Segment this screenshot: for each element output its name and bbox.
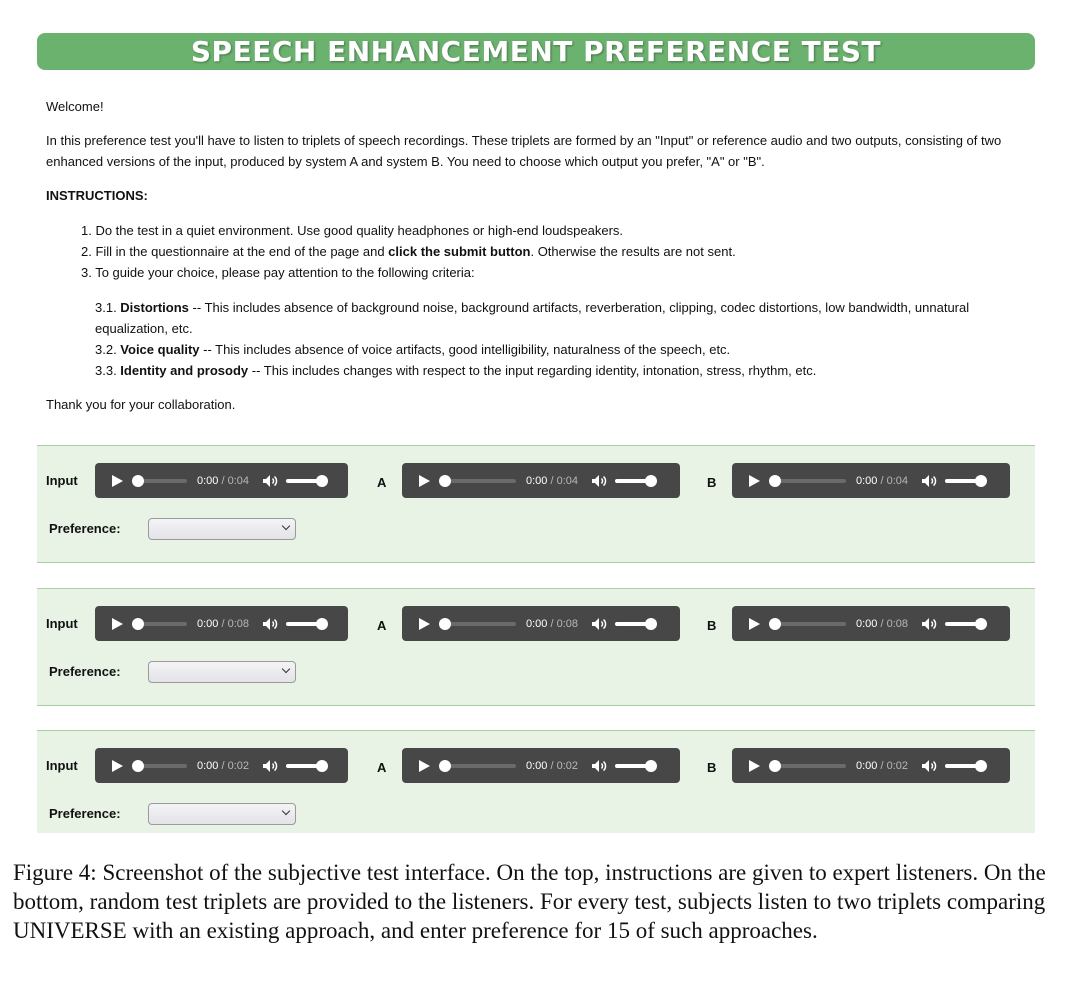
duration: 0:08 (227, 617, 250, 630)
volume-icon[interactable] (921, 616, 937, 632)
input-label: Input (46, 758, 78, 773)
time-display: 0:00 / 0:08 (197, 617, 250, 630)
page-header (37, 33, 1035, 70)
seek-slider[interactable] (137, 764, 187, 768)
instruction-emphasis: click the submit button (388, 244, 531, 259)
system-b-label: B (707, 618, 717, 633)
seek-handle[interactable] (769, 760, 781, 772)
volume-handle[interactable] (975, 618, 987, 630)
input-audio-player[interactable] (95, 606, 348, 641)
volume-slider[interactable] (945, 764, 981, 768)
preference-select[interactable] (148, 803, 296, 825)
seek-slider[interactable] (444, 622, 516, 626)
system-b-audio-player[interactable] (732, 463, 1010, 498)
duration: 0:04 (886, 474, 909, 487)
volume-handle[interactable] (316, 618, 328, 630)
volume-icon[interactable] (262, 616, 278, 632)
criterion-description: -- This includes absence of background noise, background artifacts, reverberation, clipping, codec distortions, low bandwidth, unnatural equalization, etc. (95, 300, 970, 336)
triplet-panel (37, 730, 1035, 833)
play-icon[interactable] (419, 760, 430, 772)
instructions-list (46, 220, 1006, 283)
preference-select[interactable] (148, 661, 296, 683)
time-display: 0:00 / 0:08 (526, 617, 579, 630)
play-icon[interactable] (112, 760, 123, 772)
welcome-text: Welcome! (46, 99, 104, 114)
seek-slider[interactable] (774, 764, 846, 768)
current-time: 0:00 (856, 617, 878, 630)
system-b-label: B (707, 760, 717, 775)
seek-handle[interactable] (132, 475, 144, 487)
volume-icon[interactable] (262, 473, 278, 489)
criterion-number: 3.2. (95, 342, 121, 357)
play-icon[interactable] (749, 618, 760, 630)
volume-handle[interactable] (645, 475, 657, 487)
seek-slider[interactable] (774, 622, 846, 626)
input-audio-player[interactable] (95, 748, 348, 783)
input-label: Input (46, 473, 78, 488)
criterion-number: 3.3. (95, 363, 121, 378)
time-display: 0:00 / 0:04 (197, 474, 250, 487)
instruction-step (81, 241, 1006, 262)
preference-select[interactable] (148, 518, 296, 540)
play-icon[interactable] (112, 475, 123, 487)
criterion-description: -- This includes absence of voice artifacts, good intelligibility, naturalness of the speech, etc. (199, 342, 731, 357)
current-time: 0:00 (197, 474, 219, 487)
triplet-panel (37, 588, 1035, 706)
current-time: 0:00 (526, 474, 548, 487)
system-a-label: A (377, 618, 387, 633)
criterion-name: Identity and prosody (120, 363, 249, 378)
preference-label: Preference: (49, 664, 121, 679)
system-b-audio-player[interactable] (732, 748, 1010, 783)
play-icon[interactable] (749, 475, 760, 487)
volume-slider[interactable] (615, 622, 651, 626)
play-icon[interactable] (112, 618, 123, 630)
duration: 0:08 (886, 617, 909, 630)
criteria-list (95, 297, 1006, 381)
seek-slider[interactable] (137, 622, 187, 626)
time-display: 0:00 / 0:04 (526, 474, 579, 487)
volume-slider[interactable] (945, 622, 981, 626)
seek-slider[interactable] (444, 764, 516, 768)
volume-handle[interactable] (316, 760, 328, 772)
current-time: 0:00 (856, 759, 878, 772)
triplet-panel (37, 445, 1035, 563)
volume-slider[interactable] (286, 479, 322, 483)
chevron-down-icon (282, 807, 290, 815)
duration: 0:02 (886, 759, 909, 772)
time-display: 0:00 / 0:02 (856, 759, 909, 772)
system-a-audio-player[interactable] (402, 748, 680, 783)
volume-slider[interactable] (615, 479, 651, 483)
duration: 0:02 (556, 759, 579, 772)
system-b-audio-player[interactable] (732, 606, 1010, 641)
criterion-item (95, 339, 1006, 360)
system-b-label: B (707, 475, 717, 490)
seek-handle[interactable] (769, 475, 781, 487)
volume-icon[interactable] (921, 473, 937, 489)
system-a-audio-player[interactable] (402, 463, 680, 498)
current-time: 0:00 (197, 617, 219, 630)
instructions-section (46, 96, 1006, 415)
criterion-name: Voice quality (120, 342, 200, 357)
seek-handle[interactable] (132, 618, 144, 630)
instruction-step: 3. To guide your choice, please pay attention to the following criteria: (81, 265, 475, 280)
volume-icon[interactable] (591, 616, 607, 632)
system-a-audio-player[interactable] (402, 606, 680, 641)
seek-handle[interactable] (439, 760, 451, 772)
seek-handle[interactable] (439, 475, 451, 487)
duration: 0:04 (227, 474, 250, 487)
current-time: 0:00 (526, 759, 548, 772)
current-time: 0:00 (856, 474, 878, 487)
instruction-text: 2. Fill in the questionnaire at the end of the page and (81, 244, 389, 259)
preference-label: Preference: (49, 806, 121, 821)
time-display: 0:00 / 0:08 (856, 617, 909, 630)
instructions-title: INSTRUCTIONS: (46, 188, 148, 203)
play-icon[interactable] (419, 475, 430, 487)
system-a-label: A (377, 760, 387, 775)
volume-icon[interactable] (262, 758, 278, 774)
duration: 0:08 (556, 617, 579, 630)
volume-handle[interactable] (645, 618, 657, 630)
seek-handle[interactable] (769, 618, 781, 630)
figure-caption: Figure 4: Screenshot of the subjective test interface. On the top, instructions are given to expert listeners. On the bottom, random test triplets are provided to the listeners. For every test, subjects listen to two triplets comparing UNIVERSE with an existing approach, and enter preference for 15 of such approaches. (13, 860, 1046, 943)
volume-handle[interactable] (975, 760, 987, 772)
time-display: 0:00 / 0:02 (526, 759, 579, 772)
seek-slider[interactable] (137, 479, 187, 483)
volume-handle[interactable] (316, 475, 328, 487)
criterion-item (95, 360, 1006, 381)
current-time: 0:00 (526, 617, 548, 630)
volume-icon[interactable] (591, 473, 607, 489)
chevron-down-icon (282, 665, 290, 673)
duration: 0:02 (227, 759, 250, 772)
volume-icon[interactable] (591, 758, 607, 774)
volume-slider[interactable] (945, 479, 981, 483)
play-icon[interactable] (419, 618, 430, 630)
seek-handle[interactable] (132, 760, 144, 772)
system-a-label: A (377, 475, 387, 490)
chevron-down-icon (282, 522, 290, 530)
criterion-number: 3.1. (95, 300, 121, 315)
preference-label: Preference: (49, 521, 121, 536)
instruction-step: 1. Do the test in a quiet environment. Use good quality headphones or high-end loudspeakers. (81, 223, 624, 238)
volume-slider[interactable] (615, 764, 651, 768)
criterion-description: -- This includes changes with respect to the input regarding identity, intonation, stress, rhythm, etc. (248, 363, 817, 378)
instruction-text: . Otherwise the results are not sent. (530, 244, 736, 259)
seek-handle[interactable] (439, 618, 451, 630)
volume-handle[interactable] (645, 760, 657, 772)
current-time: 0:00 (197, 759, 219, 772)
time-display: 0:00 / 0:04 (856, 474, 909, 487)
page-title: SPEECH ENHANCEMENT PREFERENCE TEST (190, 35, 882, 68)
seek-slider[interactable] (774, 479, 846, 483)
duration: 0:04 (556, 474, 579, 487)
time-display: 0:00 / 0:02 (197, 759, 250, 772)
volume-handle[interactable] (975, 475, 987, 487)
criterion-item (95, 297, 1006, 339)
input-label: Input (46, 616, 78, 631)
volume-slider[interactable] (286, 764, 322, 768)
criterion-name: Distortions (120, 300, 189, 315)
intro-paragraph: In this preference test you'll have to listen to triplets of speech recordings. These triplets are formed by an "Input" or reference audio and two outputs, consisting of two enhanced versions of the input, produced by system A and system B. You need to choose which output you prefer, "A" or "B". (46, 133, 1002, 169)
volume-icon[interactable] (921, 758, 937, 774)
input-audio-player[interactable] (95, 463, 348, 498)
volume-slider[interactable] (286, 622, 322, 626)
thanks-text: Thank you for your collaboration. (46, 397, 236, 412)
seek-slider[interactable] (444, 479, 516, 483)
play-icon[interactable] (749, 760, 760, 772)
